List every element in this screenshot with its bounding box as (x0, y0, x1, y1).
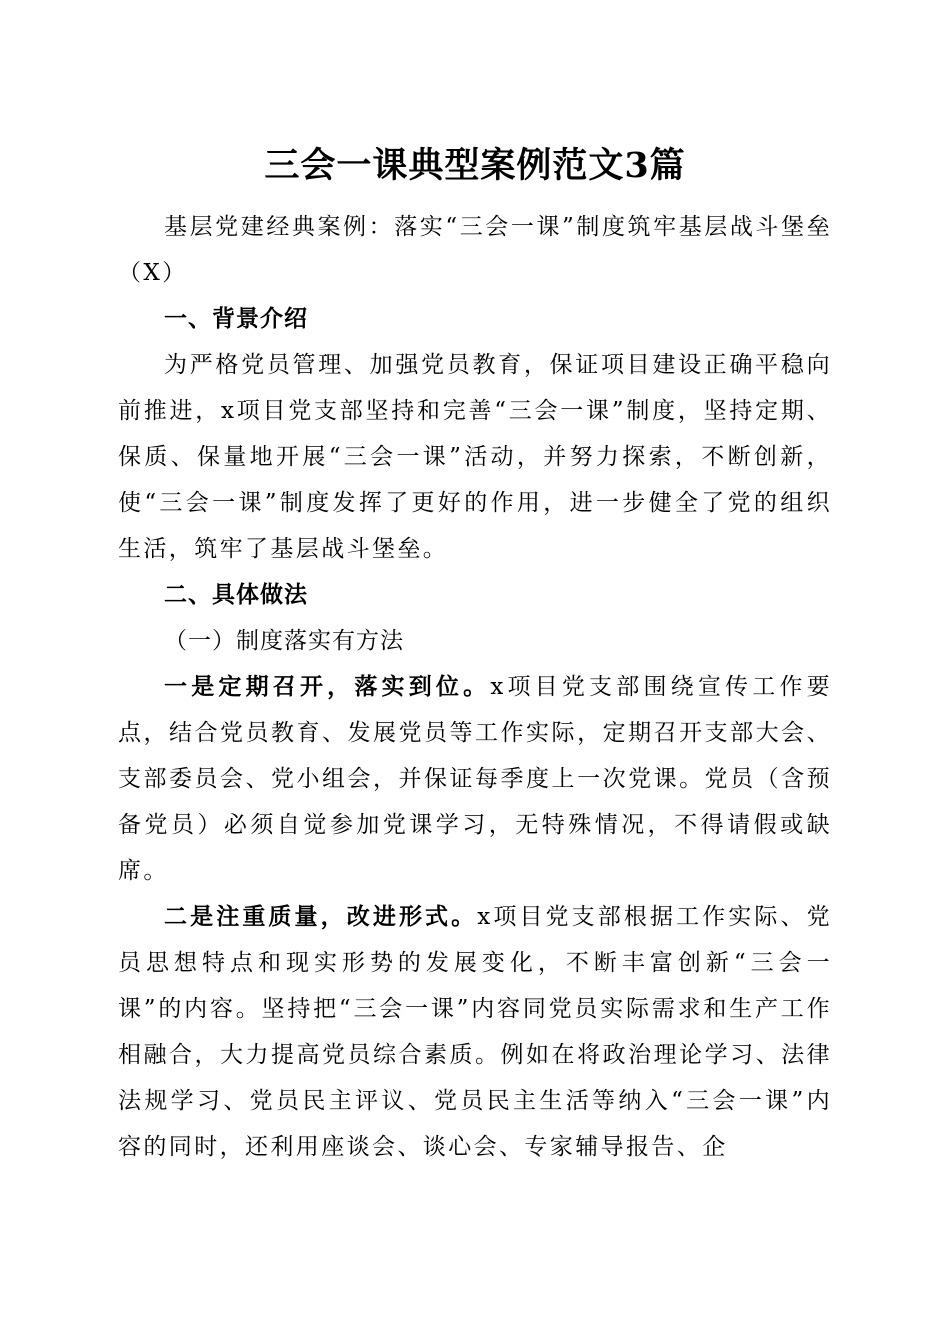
paragraph-lead: 二是注重质量，改进形式。 (164, 903, 478, 930)
section-heading-background: 一、背景介绍 (164, 306, 308, 332)
paragraph-regular-meetings (118, 664, 832, 894)
paragraph-lead: 一是定期召开，落实到位。 (164, 673, 491, 700)
document-body (118, 204, 832, 1170)
paragraph-text: x项目党支部根据工作实际、党员思想特点和现实形势的发展变化，不断丰富创新“三会一课”的内容。坚持把“三会一课”内容同党员实际需求和生产工作相融合，大力提高党员综合素质。例如在将政治理论学习、法律法规学习、党员民主评议、党员民主生活等纳入“三会一课”内容的同时，还利用座谈会、谈心会、专家辅导报告、企 (118, 904, 832, 1160)
background-paragraph: 为严格党员管理、加强党员教育，保证项目建设正确平稳向前推进，x项目党支部坚持和完善“三会一课”制度，坚持定期、保质、保量地开展“三会一课”活动，并努力探索，不断创新，使“三会一课”制度发挥了更好的作用，进一步健全了党的组织生活，筑牢了基层战斗堡垒。 (118, 352, 832, 562)
paragraph-quality (118, 894, 832, 1170)
section-heading-practices: 二、具体做法 (164, 582, 308, 608)
subsection-heading-system: （一）制度落实有方法 (164, 628, 404, 654)
document-title: 三会一课典型案例范文3篇 (264, 145, 686, 186)
case-subtitle: 基层党建经典案例：落实“三会一课”制度筑牢基层战斗堡垒（X） (118, 214, 832, 286)
paragraph-text: x项目党支部围绕宣传工作要点，结合党员教育、发展党员等工作实际，定期召开支部大会、支部委员会、党小组会，并保证每季度上一次党课。党员（含预备党员）必须自觉参加党课学习，无特殊情况，不得请假或缺席。 (118, 674, 832, 884)
